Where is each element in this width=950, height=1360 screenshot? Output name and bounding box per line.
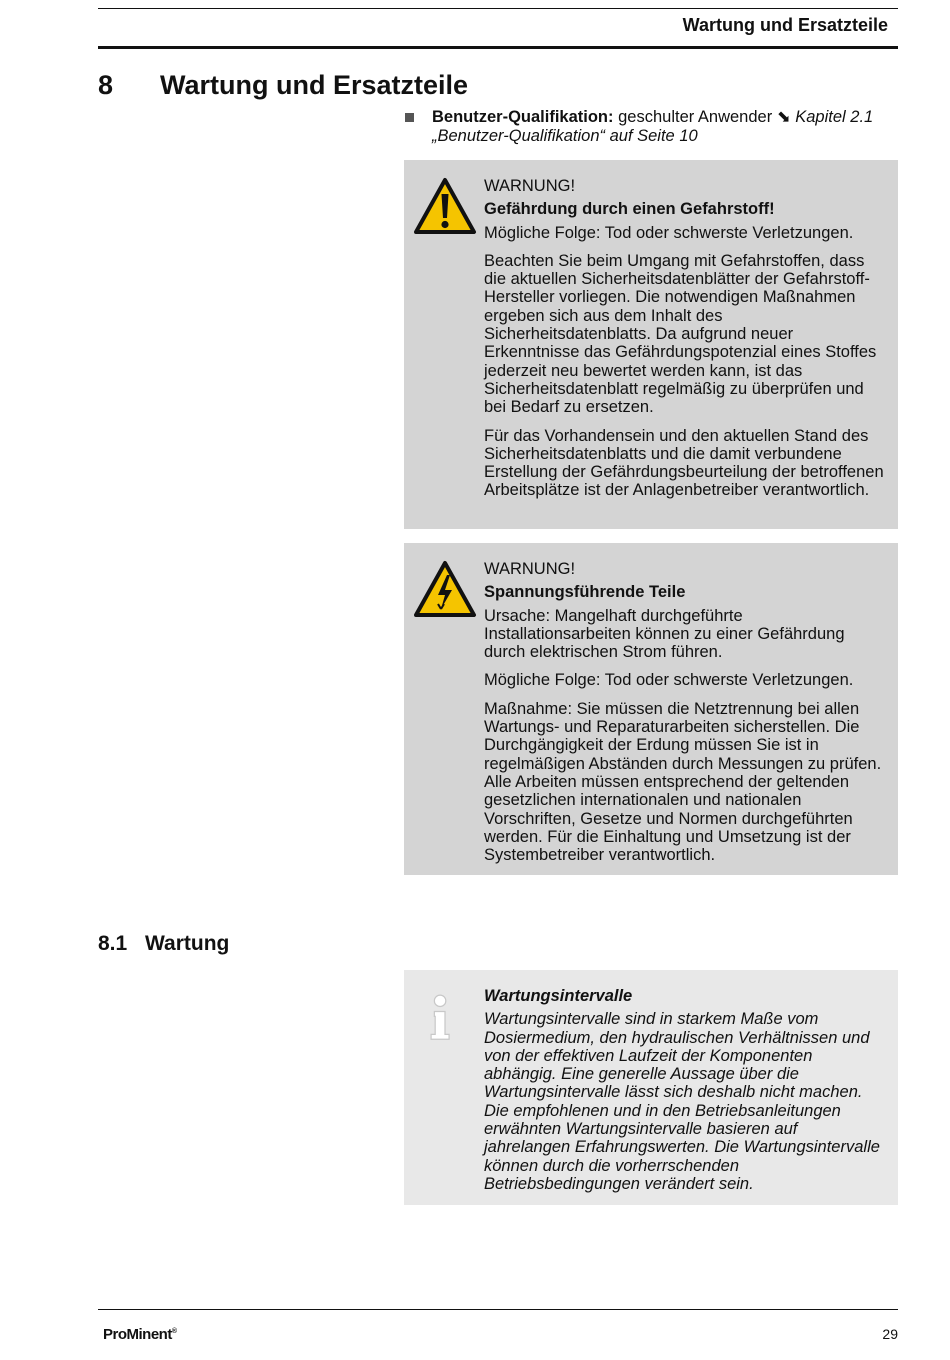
warning-title: Gefährdung durch einen Gefahrstoff! <box>484 200 775 219</box>
section-title: Wartung <box>145 932 230 955</box>
section-heading <box>98 932 229 956</box>
info-icon <box>418 988 472 1048</box>
chapter-title: Wartung und Ersatzteile <box>160 70 469 100</box>
warning-box-live-parts <box>404 543 898 875</box>
warning-title: Spannungsführende Teile <box>484 583 686 602</box>
brand-name: ProMinent <box>103 1326 172 1343</box>
qualification-reference-link[interactable]: Kapitel 2.1 „Benutzer-Qualifikation“ auf Seite 10 <box>432 108 874 145</box>
header-title: Wartung und Ersatzteile <box>682 15 888 35</box>
chapter-number: 8 <box>98 70 114 100</box>
info-text: Wartungsintervalle sind in starkem Maße vom Dosiermedium, den hydraulischen Verhältnissen und von der effektiven Laufzeit der Komponenten abhängig. Eine generelle Aussage über die Wartungsintervalle lässt sich deshalb nicht machen. Die empfohlenen und in den Betriebsanleitungen erwähnten Wartungsintervalle basieren auf jahrelangen Erfahrungswerten. Die Wartungsintervalle können durch die vorherrschenden Betriebsbedingungen verändert sein. <box>484 1010 880 1193</box>
cross-reference-arrow-icon: ⬊ <box>776 108 791 126</box>
bullet-icon <box>405 113 414 122</box>
warning-consequence: Mögliche Folge: Tod oder schwerste Verletzungen. <box>484 671 854 690</box>
info-title: Wartungsintervalle <box>484 987 633 1005</box>
qualification-text: geschulter Anwender <box>618 108 773 126</box>
page-number: 29 <box>882 1326 898 1342</box>
warning-signal-word: WARNUNG! <box>484 177 576 195</box>
warning-paragraph: Beachten Sie beim Umgang mit Gefahrstoffen, dass die aktuellen Sicherheitsdatenblätter der Gefahrstoff-Hersteller vorliegen. Die notwendigen Maßnahmen ergeben sich aus dem Inhalt des Sicherheitsdatenblatts. Da aufgrund neuer Erkenntnisse das Gefährdungspotenzial eines Stoffes jederzeit neu bewertet werden kann, ist das Sicherheitsdatenblatt regelmäßig zu überprüfen und bei Bedarf zu ersetzen. <box>484 251 877 417</box>
footer-rule <box>98 1309 898 1310</box>
header-bottom-rule <box>98 46 898 49</box>
warning-cause: Ursache: Mangelhaft durchgeführte Installationsarbeiten können zu einer Gefährdung durch elektrischen Strom führen. <box>484 606 845 662</box>
electrical-hazard-icon <box>412 559 478 619</box>
warning-measure: Maßnahme: Sie müssen die Netztrennung bei allen Wartungs- und Reparaturarbeiten sicherstellen. Die Durchgängigkeit der Erdung müssen Sie ist in regelmäßigen Abständen durch Messungen zu prüfen. Alle Arbeiten müssen entsprechend der geltenden gesetzlichen internationalen und nationalen Vorschriften, Gesetze und Normen durchgeführten werden. Für die Einhaltung und Umsetzung ist der Systembetreiber verantwortlich. <box>484 699 882 865</box>
chapter-heading <box>98 70 468 101</box>
registered-mark: ® <box>171 1328 177 1335</box>
qualification-label: Benutzer-Qualifikation: <box>432 108 614 126</box>
warning-consequence: Mögliche Folge: Tod oder schwerste Verletzungen. <box>484 223 854 242</box>
warning-signal-word: WARNUNG! <box>484 560 576 578</box>
brand-logo <box>103 1326 177 1343</box>
warning-exclamation-icon <box>412 176 478 236</box>
warning-box-hazardous-substance <box>404 160 898 529</box>
info-box-maintenance-intervals <box>404 970 898 1205</box>
header-top-rule <box>98 8 898 9</box>
section-number: 8.1 <box>98 932 128 955</box>
warning-paragraph: Für das Vorhandensein und den aktuellen Stand des Sicherheitsdatenblatts und die damit verbundene Erstellung der Gefährdungsbeurteilung der betroffenen Arbeitsplätze ist der Anlagenbetreiber verantwortlich. <box>484 426 884 500</box>
qualification-item <box>405 108 875 146</box>
